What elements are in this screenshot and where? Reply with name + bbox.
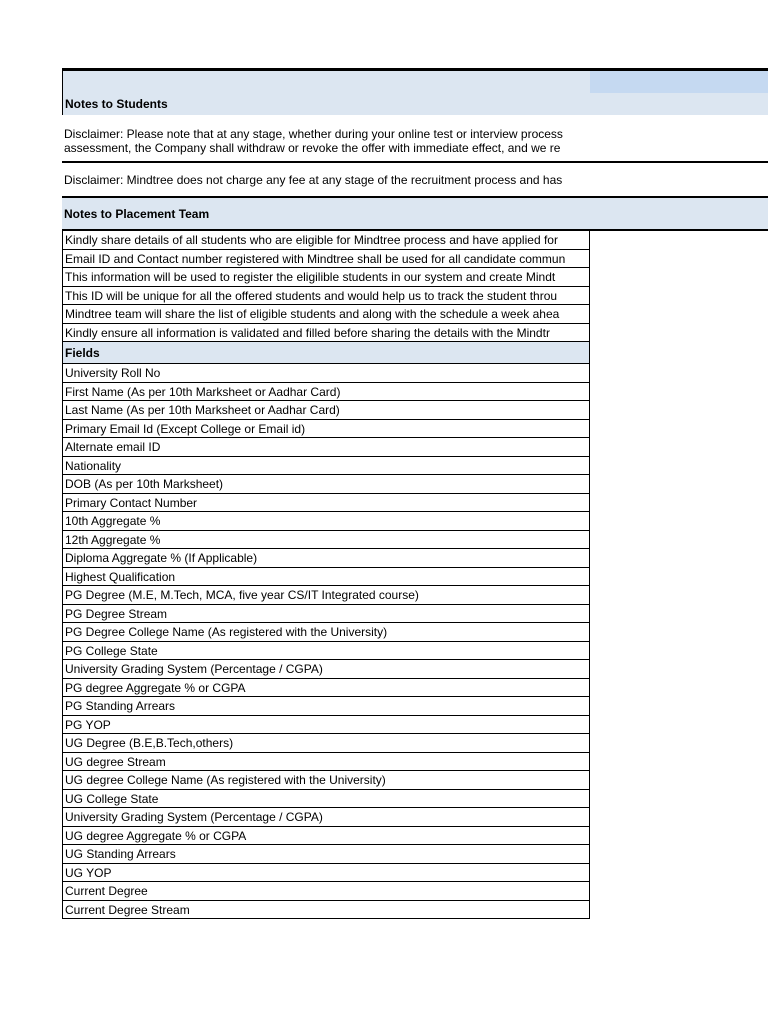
field-row bbox=[62, 679, 768, 698]
field-row bbox=[62, 623, 768, 642]
disclaimer-2-row bbox=[62, 163, 768, 198]
field-row bbox=[62, 494, 768, 513]
field-row bbox=[62, 808, 768, 827]
notes-students-extension bbox=[590, 93, 768, 115]
field-cell[interactable]: PG College State bbox=[62, 642, 590, 661]
placement-note-cell[interactable]: Mindtree team will share the list of eligible students and along with the schedule a week ahea bbox=[62, 305, 590, 324]
placement-note-cell[interactable]: Kindly ensure all information is validated and filled before sharing the details with the Mindtr bbox=[62, 324, 590, 343]
field-row bbox=[62, 753, 768, 772]
field-cell[interactable]: UG degree Aggregate % or CGPA bbox=[62, 827, 590, 846]
disclaimer-2-cell[interactable]: Disclaimer: Mindtree does not charge any fee at any stage of the recruitment process and has bbox=[64, 173, 563, 187]
notes-placement-row bbox=[62, 198, 768, 231]
field-row bbox=[62, 642, 768, 661]
field-row bbox=[62, 660, 768, 679]
placement-note-cell[interactable]: This information will be used to register the eligilible students in our system and create Mindt bbox=[62, 268, 590, 287]
field-row bbox=[62, 512, 768, 531]
field-row bbox=[62, 697, 768, 716]
spacer-row bbox=[62, 115, 768, 123]
disclaimer-1-line1: Disclaimer: Please note that at any stage, whether during your online test or interview process bbox=[64, 127, 563, 141]
field-row bbox=[62, 549, 768, 568]
field-cell[interactable]: University Grading System (Percentage / CGPA) bbox=[62, 660, 590, 679]
field-cell[interactable]: PG Degree Stream bbox=[62, 605, 590, 624]
field-cell[interactable]: UG Standing Arrears bbox=[62, 845, 590, 864]
field-cell[interactable]: PG Degree (M.E, M.Tech, MCA, five year CS/IT Integrated course) bbox=[62, 586, 590, 605]
disclaimer-1-row bbox=[62, 123, 768, 163]
field-cell[interactable]: UG degree Stream bbox=[62, 753, 590, 772]
field-cell[interactable]: Primary Email Id (Except College or Email id) bbox=[62, 420, 590, 439]
field-row bbox=[62, 864, 768, 883]
header-band-row bbox=[62, 68, 768, 93]
field-row bbox=[62, 605, 768, 624]
placement-note-row bbox=[62, 231, 768, 250]
field-cell[interactable]: UG YOP bbox=[62, 864, 590, 883]
field-row bbox=[62, 438, 768, 457]
field-row bbox=[62, 364, 768, 383]
field-row bbox=[62, 420, 768, 439]
notes-placement-heading[interactable]: Notes to Placement Team bbox=[62, 198, 590, 229]
field-row bbox=[62, 401, 768, 420]
placement-note-row bbox=[62, 305, 768, 324]
field-cell[interactable]: Alternate email ID bbox=[62, 438, 590, 457]
spreadsheet bbox=[62, 68, 768, 919]
field-row bbox=[62, 716, 768, 735]
field-cell[interactable]: 10th Aggregate % bbox=[62, 512, 590, 531]
field-row bbox=[62, 827, 768, 846]
disclaimer-1-line2: assessment, the Company shall withdraw or revoke the offer with immediate effect, and we re bbox=[64, 141, 561, 155]
disclaimer-1-cell[interactable] bbox=[62, 123, 590, 155]
field-row bbox=[62, 475, 768, 494]
fields-heading[interactable]: Fields bbox=[62, 342, 590, 364]
field-cell[interactable]: Current Degree Stream bbox=[62, 901, 590, 920]
field-row bbox=[62, 790, 768, 809]
field-cell[interactable]: PG degree Aggregate % or CGPA bbox=[62, 679, 590, 698]
field-cell[interactable]: First Name (As per 10th Marksheet or Aadhar Card) bbox=[62, 383, 590, 402]
field-cell[interactable]: DOB (As per 10th Marksheet) bbox=[62, 475, 590, 494]
field-cell[interactable]: UG College State bbox=[62, 790, 590, 809]
field-cell[interactable]: University Grading System (Percentage / CGPA) bbox=[62, 808, 590, 827]
placement-note-row bbox=[62, 250, 768, 269]
notes-placement-extension bbox=[590, 198, 768, 229]
field-row bbox=[62, 882, 768, 901]
field-row bbox=[62, 771, 768, 790]
fields-list bbox=[62, 364, 768, 919]
field-cell[interactable]: UG Degree (B.E,B.Tech,others) bbox=[62, 734, 590, 753]
field-cell[interactable]: PG Degree College Name (As registered with the University) bbox=[62, 623, 590, 642]
field-cell[interactable]: UG degree College Name (As registered with the University) bbox=[62, 771, 590, 790]
field-row bbox=[62, 734, 768, 753]
fields-heading-row-wrap bbox=[62, 342, 768, 364]
field-row bbox=[62, 845, 768, 864]
notes-students-row bbox=[62, 93, 768, 115]
field-row bbox=[62, 901, 768, 920]
field-cell[interactable]: Last Name (As per 10th Marksheet or Aadhar Card) bbox=[62, 401, 590, 420]
field-row bbox=[62, 457, 768, 476]
field-cell[interactable]: PG Standing Arrears bbox=[62, 697, 590, 716]
field-cell[interactable]: Nationality bbox=[62, 457, 590, 476]
field-cell[interactable]: University Roll No bbox=[62, 364, 590, 383]
fields-heading-row bbox=[62, 342, 768, 364]
field-row bbox=[62, 568, 768, 587]
placement-note-cell[interactable]: Email ID and Contact number registered with Mindtree shall be used for all candidate commun bbox=[62, 250, 590, 269]
field-cell[interactable]: 12th Aggregate % bbox=[62, 531, 590, 550]
placement-note-cell[interactable]: Kindly share details of all students who are eligible for Mindtree process and have applied for bbox=[62, 231, 590, 250]
field-cell[interactable]: Primary Contact Number bbox=[62, 494, 590, 513]
field-cell[interactable]: Highest Qualification bbox=[62, 568, 590, 587]
field-row bbox=[62, 531, 768, 550]
field-row bbox=[62, 586, 768, 605]
placement-note-row bbox=[62, 287, 768, 306]
placement-note-row bbox=[62, 324, 768, 343]
header-band-cell[interactable] bbox=[62, 71, 590, 93]
header-band-extension bbox=[590, 71, 768, 93]
placement-note-cell[interactable]: This ID will be unique for all the offered students and would help us to track the student throu bbox=[62, 287, 590, 306]
field-row bbox=[62, 383, 768, 402]
placement-notes-list bbox=[62, 231, 768, 342]
field-cell[interactable]: Current Degree bbox=[62, 882, 590, 901]
field-cell[interactable]: Diploma Aggregate % (If Applicable) bbox=[62, 549, 590, 568]
placement-note-row bbox=[62, 268, 768, 287]
notes-students-heading[interactable]: Notes to Students bbox=[62, 93, 590, 115]
field-cell[interactable]: PG YOP bbox=[62, 716, 590, 735]
